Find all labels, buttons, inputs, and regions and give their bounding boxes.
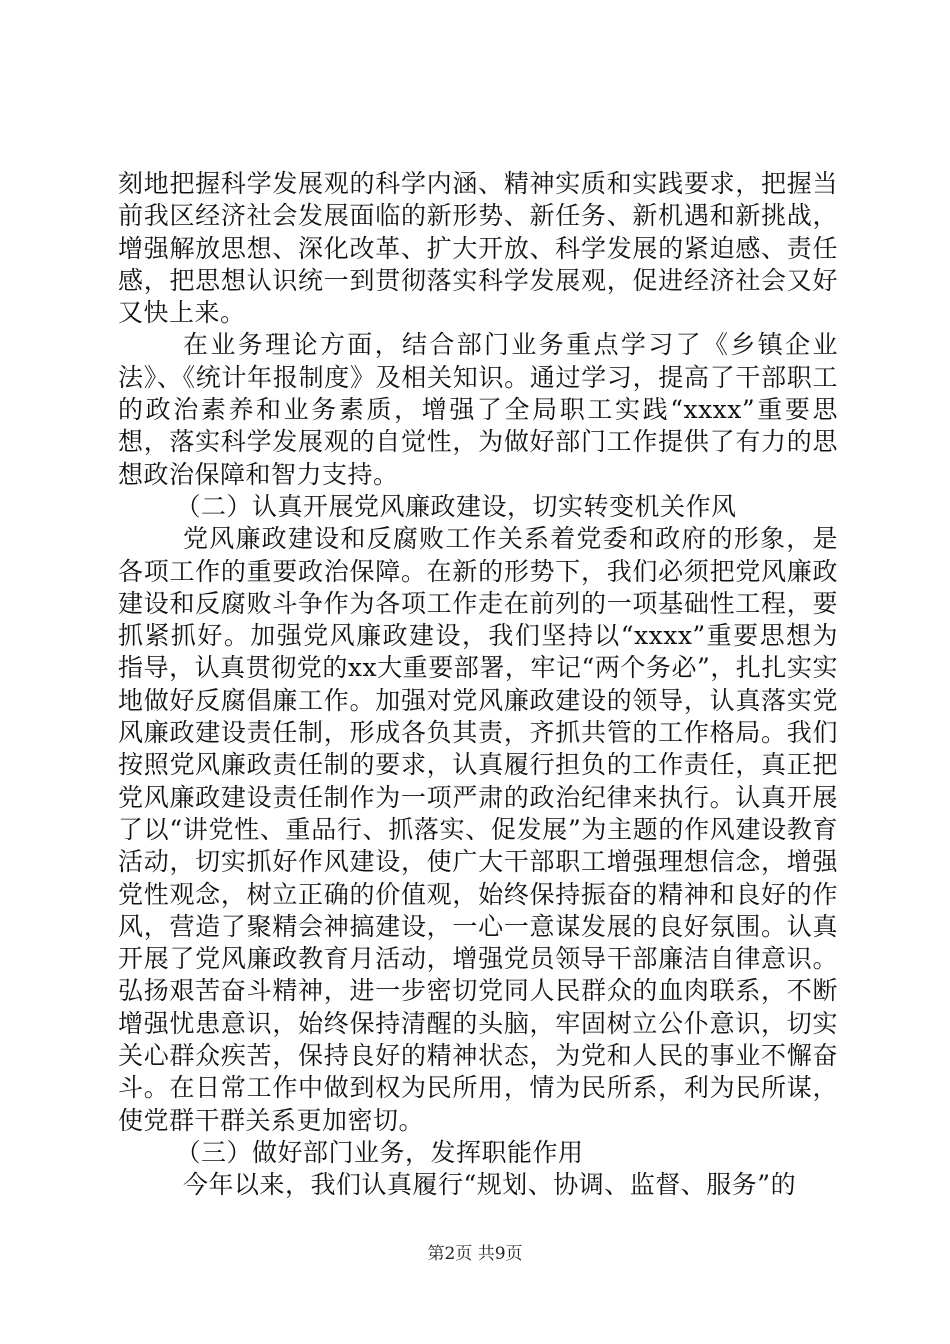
page-footer: 第2页 共9页: [427, 1244, 523, 1264]
document-body: [118, 168, 838, 1202]
paragraph-party-integrity: 党风廉政建设和反腐败工作关系着党委和政府的形象，是各项工作的重要政治保障。在新的形势下，我们必须把党风廉政建设和反腐败斗争作为各项工作走在前列的一项基础性工程，要抓紧抓好。加强党风廉政建设，我们坚持以“xxxx”重要思想为指导，认真贯彻党的xx大重要部署，牢记“两个务必”，扎扎实实地做好反腐倡廉工作。加强对党风廉政建设的领导，认真落实党风廉政建设责任制，形成各负其责，齐抓共管的工作格局。我们按照党风廉政责任制的要求，认真履行担负的工作责任，真正把党风廉政建设责任制作为一项严肃的政治纪律来执行。认真开展了以“讲党性、重品行、抓落实、促发展”为主题的作风建设教育活动，切实抓好作风建设，使广大干部职工增强理想信念，增强党性观念，树立正确的价值观，始终保持振奋的精神和良好的作风，营造了聚精会神搞建设，一心一意谋发展的良好氛围。认真开展了党风廉政教育月活动，增强党员领导干部廉洁自律意识。弘扬艰苦奋斗精神，进一步密切党同人民群众的血肉联系，不断增强忧患意识，始终保持清醒的头脑，牢固树立公仆意识，切实关心群众疾苦，保持良好的精神状态，为党和人民的事业不懈奋斗。在日常工作中做到权为民所用，情为民所系，利为民所谋，使党群干群关系更加密切。: [118, 524, 838, 1135]
paragraph-business-theory: 在业务理论方面，结合部门业务重点学习了《乡镇企业法》、《统计年报制度》及相关知识。通过学习，提高了干部职工的政治素养和业务素质，增强了全局职工实践“xxxx”重要思想，落实科学发展观的自觉性，为做好部门工作提供了有力的思想政治保障和智力支持。: [118, 330, 838, 489]
section-heading-3: （三）做好部门业务，发挥职能作用: [175, 1137, 584, 1167]
paragraph-continuation: 刻地把握科学发展观的科学内涵、精神实质和实践要求，把握当前我区经济社会发展面临的新形势、新任务、新机遇和新挑战，增强解放思想、深化改革、扩大开放、科学发展的紧迫感、责任感，把思想认识统一到贯彻落实科学发展观，促进经济社会又好又快上来。: [118, 169, 838, 328]
paragraph-department-work: 今年以来，我们认真履行“规划、协调、监督、服务”的: [183, 1170, 797, 1200]
section-heading-2: （二）认真开展党风廉政建设，切实转变机关作风: [175, 491, 737, 521]
